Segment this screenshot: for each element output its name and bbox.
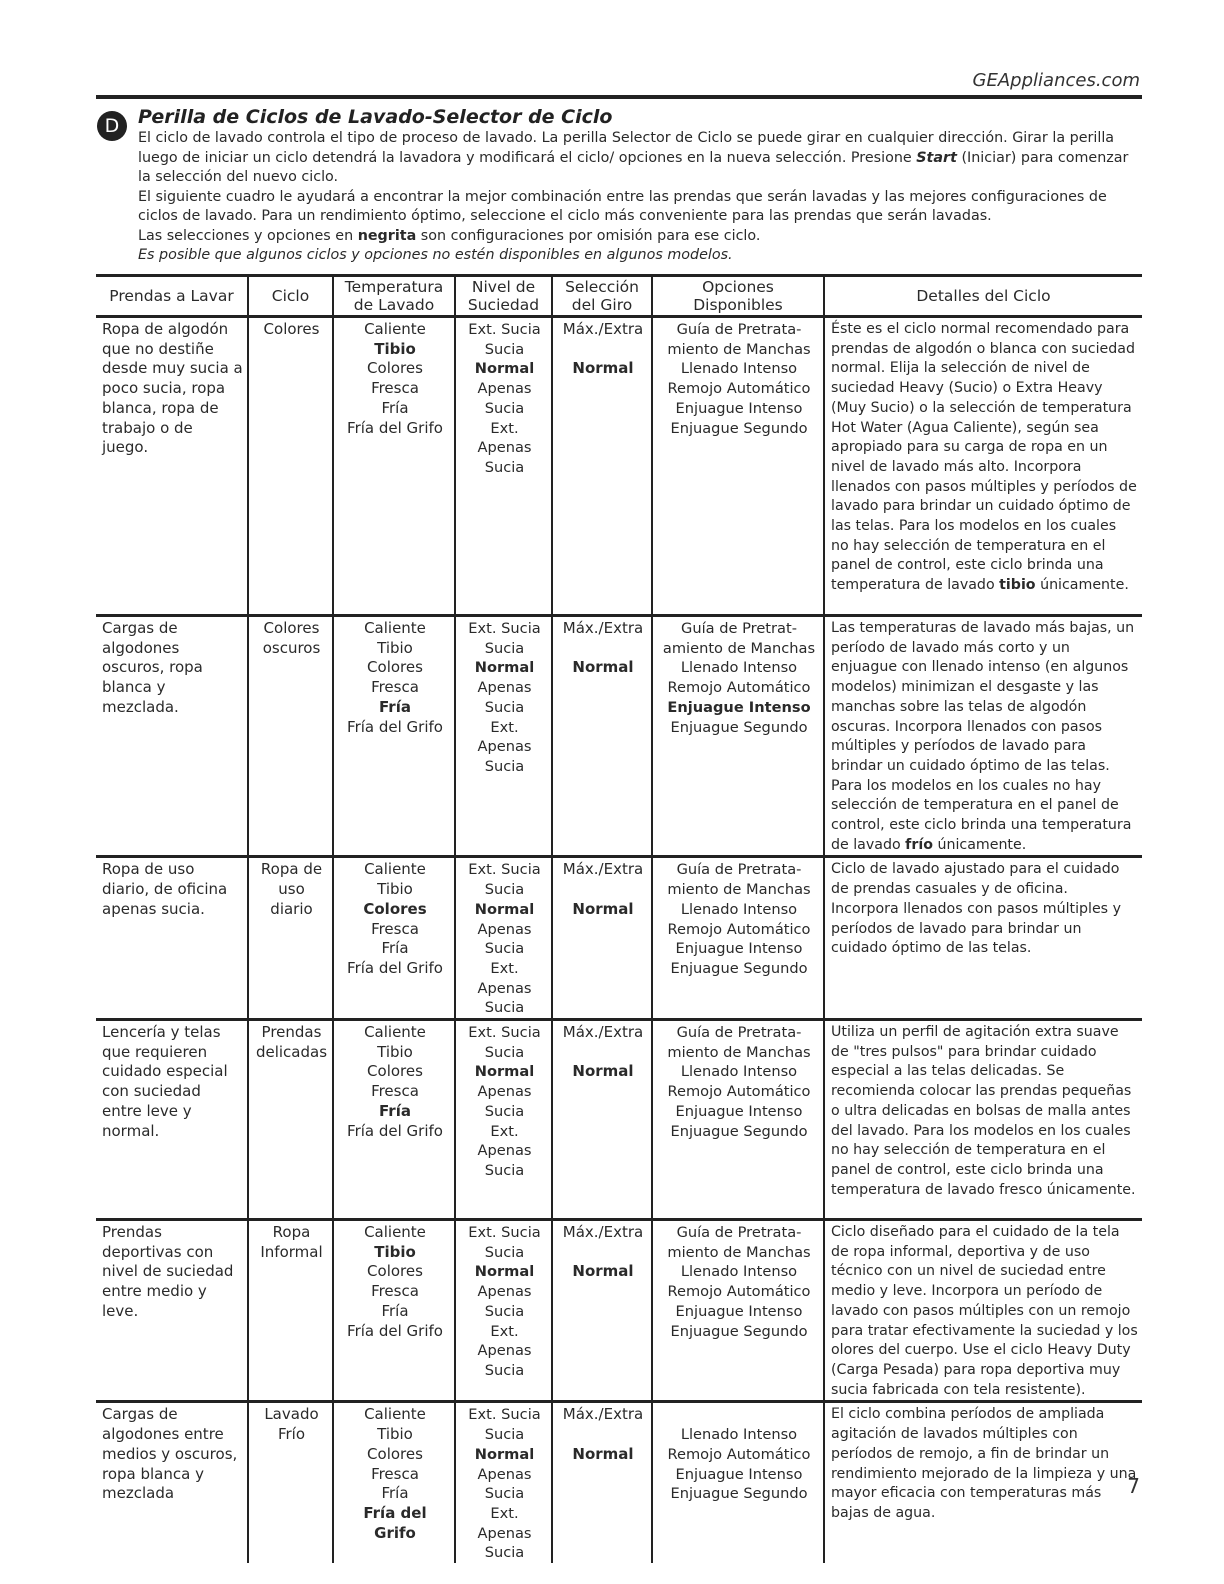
details-text: Las temperaturas de lavado más bajas, un período de lavado más corto y un enjuague con llenado intenso (en algunos modelos) minimizan el desgaste y las manchas sobre las telas de algodón oscuras. Incorpora llenados con pasos múltiples y períodos de lavado para brindar un cuidado óptimo de las telas. Para los modelos en los cuales no hay selección de temperatura en el panel de control, este ciclo brinda una temperatura de lavado (831, 620, 1135, 853)
table-row (96, 616, 1142, 857)
options-cell-value: Guía de Pretrata- (676, 1224, 802, 1242)
soil-cell-value: Sucia (484, 881, 525, 899)
start-keyword: Start (916, 149, 957, 166)
soil-cell-value: Normal (474, 1263, 535, 1281)
soil-cell-value: Ext. Sucia (468, 1406, 541, 1424)
spin-cell-value: Normal (572, 1262, 634, 1281)
temperature-cell-value: Colores (363, 899, 427, 918)
soil-cell-value: Sucia (484, 1361, 525, 1379)
spin-cell (552, 1220, 652, 1402)
soil-cell-value: Sucia (484, 1544, 525, 1562)
col-header-options: Opciones Disponibles (652, 276, 824, 317)
options-cell-value: Guía de Pretrata- (676, 1024, 802, 1042)
options-cell-value: Llenado Intenso (680, 659, 798, 677)
soil-cell-value: Ext. Sucia (468, 620, 541, 637)
soil-cell-value: Sucia (484, 698, 525, 716)
temperature-cell-value: Fresca (371, 678, 419, 697)
soil-cell-value: Ext. Apenas (477, 1322, 532, 1360)
spin-cell-value (559, 880, 647, 900)
temperature-cell-value: Fresca (371, 919, 419, 938)
garments-cell: Lencería y telas que requieren cuidado especial con suciedad entre leve y normal. (96, 1020, 248, 1220)
temperature-cell-value: Fría del Grifo (363, 1503, 427, 1542)
options-cell-value: miento de Manchas (667, 881, 811, 899)
soil-cell-value: Sucia (484, 1302, 525, 1320)
temperature-cell-value: Tibio (374, 339, 416, 358)
details-text-end: únicamente. (1040, 577, 1129, 594)
details-text: Ciclo de lavado ajustado para el cuidado de prendas casuales y de oficina. Incorpora llenados con pasos múltiples y períodos de lavado para brindar un cuidado óptimo de las telas. (831, 861, 1121, 957)
cycle-cell: Colores (248, 317, 333, 616)
details-text: El ciclo combina períodos de ampliada agitación de lavados múltiples con períodos de remojo, a fin de brindar un rendimiento mejorado de la limpieza y una mayor eficacia con temperaturas más bajas de agua. (831, 1406, 1137, 1521)
spin-cell-value (559, 1425, 647, 1445)
temperature-cell-value: Colores (367, 359, 423, 378)
garments-cell: Cargas de algodones entre medios y oscuros, ropa blanca y mezclada (102, 1405, 238, 1503)
soil-cell-value: Apenas (477, 1465, 532, 1483)
details-cell (824, 1220, 1142, 1402)
top-rule (96, 95, 1142, 99)
site-url: GEAppliances.com (972, 70, 1140, 91)
spin-cell-value: Máx./Extra (562, 1223, 644, 1242)
options-cell-value: Remojo Automático (667, 1283, 811, 1301)
details-text: Éste es el ciclo normal recomendado para prendas de algodón o blanca con suciedad normal. Elija la selección de nivel de suciedad Heavy (Sucio) o Extra Heavy (Muy Sucio) o la selección de temperatura Hot Water (Agua Caliente), según sea apropiado para su carga de ropa en un nivel de lavado más alto. Incorpora llenados con pasos múltiples y períodos de lavado para brindar un cuidado óptimo de las telas. Para los modelos en los cuales no hay selección de temperatura en el panel de control, este ciclo brinda una temperatura de lavado (831, 321, 1137, 594)
temperature-cell-value: Fría (381, 398, 409, 417)
col-header-temperature: Temperatura de Lavado (333, 276, 455, 317)
temperature-cell-value: Caliente (364, 1023, 426, 1042)
soil-cell (455, 857, 552, 1020)
soil-cell-value: Sucia (484, 399, 525, 417)
intro-para-1 (138, 129, 1138, 188)
options-cell (652, 1020, 824, 1220)
soil-cell-value: Normal (474, 1445, 535, 1463)
para3-text-end: son configuraciones por omisión para ese ciclo. (420, 227, 761, 244)
options-cell-value (659, 1405, 819, 1425)
options-cell-value: Llenado Intenso (680, 1263, 798, 1281)
spin-cell-value: Normal (572, 899, 634, 918)
temperature-cell-value: Tibio (377, 638, 413, 657)
availability-note: Es posible que algunos ciclos y opciones no estén disponibles en algunos modelos. (138, 247, 733, 263)
soil-cell-value: Ext. Sucia (468, 1224, 541, 1242)
options-cell-value: Remojo Automático (667, 1083, 811, 1101)
temperature-cell-value: Tibio (377, 880, 413, 899)
soil-cell-value: Sucia (484, 757, 525, 775)
options-cell-value: Guía de Pretrata- (676, 321, 802, 338)
temperature-cell-value: Fría (379, 697, 411, 716)
section-title: Perilla de Ciclos de Lavado-Selector de Ciclo (138, 106, 613, 128)
options-cell-value: miento de Manchas (667, 340, 811, 358)
garments-cell: Prendas deportivas con nivel de suciedad entre medio y leve. (96, 1220, 248, 1402)
soil-cell-value: Normal (474, 659, 535, 677)
cycle-cell: Lavado Frío (248, 1402, 333, 1563)
soil-cell-value: Sucia (484, 1426, 525, 1444)
options-cell (652, 616, 824, 857)
soil-cell-value: Normal (474, 1063, 535, 1081)
soil-cell (455, 1220, 552, 1402)
options-cell (652, 1402, 824, 1563)
temperature-cell-value: Tibio (377, 1425, 413, 1444)
temperature-cell (333, 317, 455, 616)
soil-cell-value: Ext. Apenas (477, 1504, 532, 1542)
options-cell-value: Enjuague Segundo (670, 1122, 808, 1140)
details-bold: tibio (999, 577, 1036, 594)
options-cell-value: Enjuague Segundo (670, 718, 808, 736)
temperature-cell-value: Colores (367, 1062, 423, 1081)
options-cell-value: Enjuague Intenso (675, 1102, 803, 1120)
table-row (96, 1220, 1142, 1402)
table-header-row (96, 276, 1142, 317)
para1-text: El ciclo de lavado controla el tipo de proceso de lavado. La perilla Selector de Ciclo se puede girar en cualquier dirección. Girar la perilla luego de iniciar un ciclo detendrá la lavadora y modificará el ciclo/ opciones en la nueva selección. Presione (138, 130, 1115, 166)
soil-cell-value: Ext. Sucia (468, 1024, 541, 1042)
section-badge: D (97, 111, 127, 141)
options-cell-value: Enjuague Intenso (675, 940, 803, 958)
temperature-cell-value: Tibio (374, 1242, 416, 1261)
options-cell-value: Enjuague Segundo (670, 419, 808, 437)
soil-cell-value: Sucia (484, 458, 525, 476)
options-cell-value: Guía de Pretrat- (681, 620, 797, 637)
table-row (96, 317, 1142, 616)
soil-cell-value: Ext. Apenas (477, 959, 532, 997)
soil-cell (455, 317, 552, 616)
temperature-cell (333, 1020, 455, 1220)
intro-para-2: El siguiente cuadro le ayudará a encontrar la mejor combinación entre las prendas que serán lavadas y las mejores configuraciones de ciclos de lavado. Para un rendimiento óptimo, seleccione el ciclo más conveniente para las prendas que serán lavadas. (138, 188, 1107, 224)
soil-cell-value: Sucia (484, 940, 525, 958)
spin-cell (552, 857, 652, 1020)
para3-text: Las selecciones y opciones en (138, 227, 354, 244)
temperature-cell-value: Colores (367, 1444, 423, 1463)
garments-cell: Cargas de algodones oscuros, ropa blanca y mezclada. (96, 616, 248, 857)
options-cell (652, 317, 824, 616)
soil-cell-value: Sucia (484, 1161, 525, 1179)
cycle-cell: Ropa de uso diario (248, 857, 333, 1020)
spin-cell-value: Máx./Extra (562, 619, 644, 637)
soil-cell (455, 616, 552, 857)
temperature-cell-value: Caliente (364, 320, 426, 338)
temperature-cell-value: Fría (379, 1101, 411, 1120)
soil-cell-value: Ext. Apenas (477, 1122, 532, 1160)
options-cell-value: Enjuague Intenso (675, 399, 803, 417)
temperature-cell-value: Colores (367, 1262, 423, 1281)
temperature-cell-value: Caliente (364, 860, 426, 879)
soil-cell-value: Ext. Sucia (468, 321, 541, 338)
options-cell-value: Enjuague Intenso (667, 698, 811, 716)
intro (138, 106, 1138, 266)
spin-cell-value (559, 340, 647, 360)
temperature-cell (333, 857, 455, 1020)
temperature-cell-value: Fresca (371, 1082, 419, 1101)
spin-cell-value: Máx./Extra (562, 1023, 644, 1042)
soil-cell-value: Sucia (484, 1043, 525, 1061)
temperature-cell-value: Colores (367, 658, 423, 677)
soil-cell (455, 1402, 552, 1563)
options-cell-value: Remojo Automático (667, 679, 811, 697)
details-cell (824, 616, 1142, 857)
temperature-cell-value: Fresca (371, 1282, 419, 1301)
soil-cell-value: Ext. Apenas (477, 718, 532, 756)
options-cell-value: Remojo Automático (667, 380, 811, 398)
options-cell-value: Remojo Automático (667, 1445, 811, 1463)
temperature-cell-value: Fría (381, 939, 409, 958)
soil-cell-value: Apenas (477, 920, 532, 938)
options-cell-value: Llenado Intenso (680, 1063, 798, 1081)
temperature-cell-value: Fría del Grifo (347, 1321, 443, 1340)
options-cell-value: Enjuague Segundo (670, 1322, 808, 1340)
spin-cell-value: Normal (572, 1444, 634, 1463)
temperature-cell-value: Fría del Grifo (347, 1121, 443, 1140)
details-cell (824, 317, 1142, 616)
soil-cell-value: Ext. Apenas (477, 419, 532, 457)
cycle-table (96, 274, 1142, 1563)
temperature-cell-value: Fría del Grifo (347, 717, 443, 736)
temperature-cell-value: Caliente (364, 619, 426, 637)
details-cell (824, 1020, 1142, 1220)
options-cell-value: Enjuague Segundo (670, 959, 808, 977)
options-cell-value: Enjuague Segundo (670, 1485, 808, 1503)
para1-text-end: (Iniciar) para comenzar la selección del nuevo ciclo. (138, 149, 1129, 185)
col-header-cycle: Ciclo (248, 276, 333, 317)
soil-cell-value: Sucia (484, 999, 525, 1017)
options-cell-value: Remojo Automático (667, 920, 811, 938)
options-cell (652, 1220, 824, 1402)
options-cell-value: Llenado Intenso (680, 360, 798, 378)
temperature-cell-value: Fresca (371, 379, 419, 398)
options-cell-value: miento de Manchas (667, 1043, 811, 1061)
spin-cell (552, 1020, 652, 1220)
options-cell (652, 857, 824, 1020)
details-cell (824, 1402, 1142, 1563)
details-cell (824, 857, 1142, 1020)
spin-cell-value (559, 1043, 647, 1063)
soil-cell-value: Apenas (477, 380, 532, 398)
spin-cell-value: Máx./Extra (562, 320, 644, 338)
table-row (96, 857, 1142, 1020)
col-header-spin: Selección del Giro (552, 276, 652, 317)
options-cell-value: amiento de Manchas (662, 639, 816, 657)
soil-cell-value: Sucia (484, 1243, 525, 1261)
options-cell-value: Guía de Pretrata- (676, 861, 802, 879)
soil-cell-value: Sucia (484, 340, 525, 358)
spin-cell-value: Normal (572, 1062, 634, 1081)
soil-cell-value: Apenas (477, 1083, 532, 1101)
soil-cell-value: Sucia (484, 639, 525, 657)
spin-cell-value: Normal (572, 658, 634, 677)
soil-cell-value: Sucia (484, 1102, 525, 1120)
soil-cell-value: Apenas (477, 1283, 532, 1301)
soil-cell-value: Ext. Sucia (468, 861, 541, 879)
spin-cell (552, 616, 652, 857)
spin-cell-value: Máx./Extra (562, 860, 644, 879)
details-text: Utiliza un perfil de agitación extra suave de "tres pulsos" para brindar cuidado especial a las telas delicadas. Se recomienda colocar las prendas pequeñas o ultra delicadas en bolsas de malla antes del lavado. Para los modelos en los cuales no hay selección de temperatura en el panel de control, este ciclo brinda una temperatura de lavado fresco únicamente. (831, 1024, 1136, 1198)
options-cell-value: miento de Manchas (667, 1243, 811, 1261)
table-row (96, 1402, 1142, 1563)
cycle-cell: Ropa Informal (248, 1220, 333, 1402)
cycle-cell: Colores oscuros (248, 616, 333, 857)
col-header-soil: Nivel de Suciedad (455, 276, 552, 317)
soil-cell (455, 1020, 552, 1220)
garments-cell: Ropa de algodón que no destiñe desde muy sucia a poco sucia, ropa blanca, ropa de trabajo o de juego. (96, 317, 248, 616)
temperature-cell-value: Caliente (364, 1223, 426, 1242)
temperature-cell (333, 616, 455, 857)
temperature-cell-value: Fresca (371, 1464, 419, 1483)
temperature-cell (333, 1220, 455, 1402)
options-cell-value: Enjuague Intenso (675, 1302, 803, 1320)
options-cell-value: Enjuague Intenso (675, 1465, 803, 1483)
spin-cell-value (559, 1243, 647, 1263)
temperature-cell-value: Fría del Grifo (347, 958, 443, 977)
details-text-end: únicamente. (937, 836, 1027, 853)
spin-cell-value (559, 639, 647, 659)
details-text: Ciclo diseñado para el cuidado de la tela de ropa informal, deportiva y de uso técnico con un nivel de suciedad entre medio y leve. Incorpora un período de lavado con pasos múltiples con un remojo para tratar efectivamente la suciedad y los olores del cuerpo. Use el ciclo Heavy Duty (Carga Pesada) para ropa deportiva muy sucia fabricada con tela resistente). (831, 1224, 1138, 1398)
temperature-cell-value: Fría (381, 1484, 409, 1503)
temperature-cell-value: Caliente (364, 1405, 426, 1424)
temperature-cell-value: Fría del Grifo (347, 418, 443, 437)
spin-cell-value: Máx./Extra (562, 1405, 644, 1424)
soil-cell-value: Normal (474, 360, 535, 378)
table-row (96, 1020, 1142, 1220)
temperature-cell-value: Tibio (377, 1042, 413, 1061)
options-cell-value: Llenado Intenso (680, 1426, 798, 1444)
bold-keyword: negrita (357, 227, 417, 244)
soil-cell-value: Apenas (477, 679, 532, 697)
col-header-details: Detalles del Ciclo (824, 276, 1142, 317)
options-cell-value: Llenado Intenso (680, 900, 798, 918)
cycle-cell: Prendas delicadas (248, 1020, 333, 1220)
page-number: 7 (1127, 1474, 1140, 1498)
soil-cell-value: Normal (474, 900, 535, 918)
intro-para-3 (138, 227, 1138, 247)
details-bold: frío (905, 836, 933, 853)
temperature-cell-value: Fría (381, 1301, 409, 1320)
spin-cell (552, 1402, 652, 1563)
col-header-garments: Prendas a Lavar (96, 276, 248, 317)
soil-cell-value: Sucia (484, 1485, 525, 1503)
garments-cell: Ropa de uso diario, de oficina apenas sucia. (96, 857, 248, 1020)
temperature-cell (333, 1402, 455, 1563)
spin-cell (552, 317, 652, 616)
spin-cell-value: Normal (572, 359, 634, 378)
